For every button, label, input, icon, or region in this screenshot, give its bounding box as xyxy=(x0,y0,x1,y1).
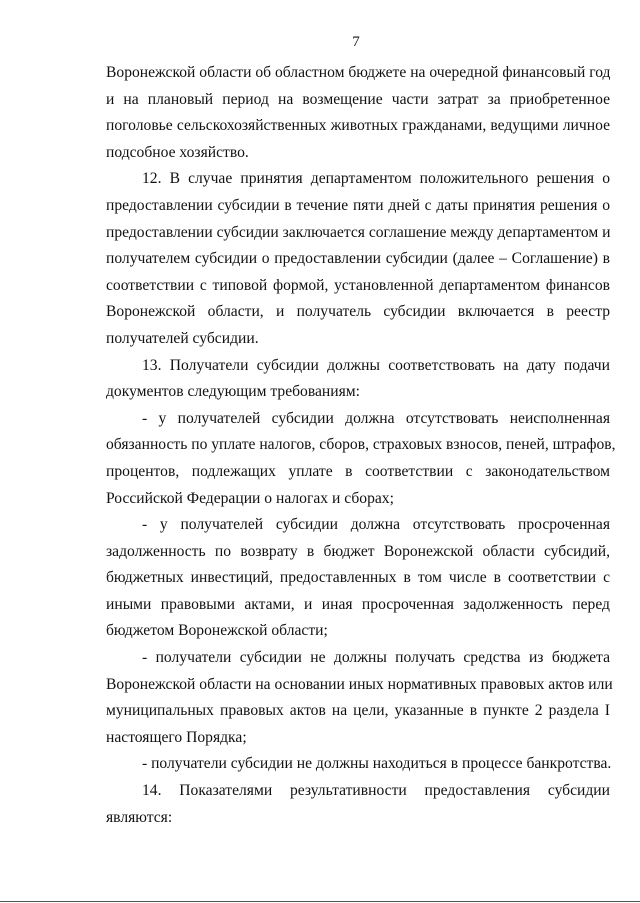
page-number: 7 xyxy=(352,34,360,50)
text-line: - у получателей субсидии должна отсутствовать неисполненная xyxy=(142,409,610,427)
text-line: Российской Федерации о налогах и сборах; xyxy=(106,489,394,507)
paragraph-continuation xyxy=(106,60,610,166)
text-line: иными правовыми актами, и иная просроченная задолженность перед xyxy=(106,595,610,613)
text-line: получателей субсидии. xyxy=(106,329,259,347)
text-line: - получатели субсидии не должны получать средства из бюджета xyxy=(142,649,610,667)
text-line: Воронежской области на основании иных нормативных правовых актов или xyxy=(106,675,613,693)
text-line: муниципальных правовых актов на цели, указанные в пункте 2 раздела I xyxy=(106,702,610,720)
text-line: Воронежской области об областном бюджете на очередной финансовый год xyxy=(106,64,611,81)
scan-edge-line xyxy=(0,901,640,902)
paragraph-13 xyxy=(106,353,610,406)
text-line: предоставлении субсидии в течение пяти дней с даты принятия решения о xyxy=(106,196,610,214)
list-item-overdue-debt xyxy=(106,512,610,645)
text-line: бюджетом Воронежской области; xyxy=(106,622,328,640)
text-line: Воронежской области, и получатель субсидии включается в реестр xyxy=(106,303,610,321)
text-line: соответствии с типовой формой, установленной департаментом финансов xyxy=(106,276,610,294)
list-item-bankruptcy xyxy=(106,751,610,778)
text-line: документов следующим требованиям: xyxy=(106,383,360,401)
text-line: 14. Показателями результативности предоставления субсидии xyxy=(142,782,610,800)
text-line: получателем субсидии о предоставлении субсидии (далее – Соглашение) в xyxy=(106,250,610,268)
text-line: - у получателей субсидии должна отсутствовать просроченная xyxy=(142,516,610,534)
text-line: подсобное хозяйство. xyxy=(106,143,249,161)
text-line: 12. В случае принятия департаментом положительного решения о xyxy=(142,170,610,188)
document-body xyxy=(106,60,616,831)
text-line: процентов, подлежащих уплате в соответствии с законодательством xyxy=(106,462,610,480)
text-line: обязанность по уплате налогов, сборов, страховых взносов, пеней, штрафов, xyxy=(106,436,616,454)
text-line: являются: xyxy=(106,808,173,826)
text-line: предоставлении субсидии заключается соглашение между департаментом и xyxy=(106,223,611,241)
text-line: - получатели субсидии не должны находиться в процессе банкротства. xyxy=(142,755,612,773)
text-line: настоящего Порядка; xyxy=(106,728,247,746)
text-line: бюджетных инвестиций, предоставленных в том числе в соответствии с xyxy=(106,569,610,587)
list-item-other-funding xyxy=(106,645,613,751)
paragraph-12 xyxy=(106,166,610,352)
text-line: и на плановый период на возмещение части затрат за приобретенное xyxy=(106,90,610,108)
text-line: задолженность по возврату в бюджет Воронежской области субсидий, xyxy=(106,542,610,560)
text-line: поголовье сельскохозяйственных животных гражданами, ведущими личное xyxy=(106,117,610,135)
list-item-tax-debt xyxy=(106,406,616,512)
text-line: 13. Получатели субсидии должны соответствовать на дату подачи xyxy=(142,356,610,374)
paragraph-14 xyxy=(106,778,610,831)
